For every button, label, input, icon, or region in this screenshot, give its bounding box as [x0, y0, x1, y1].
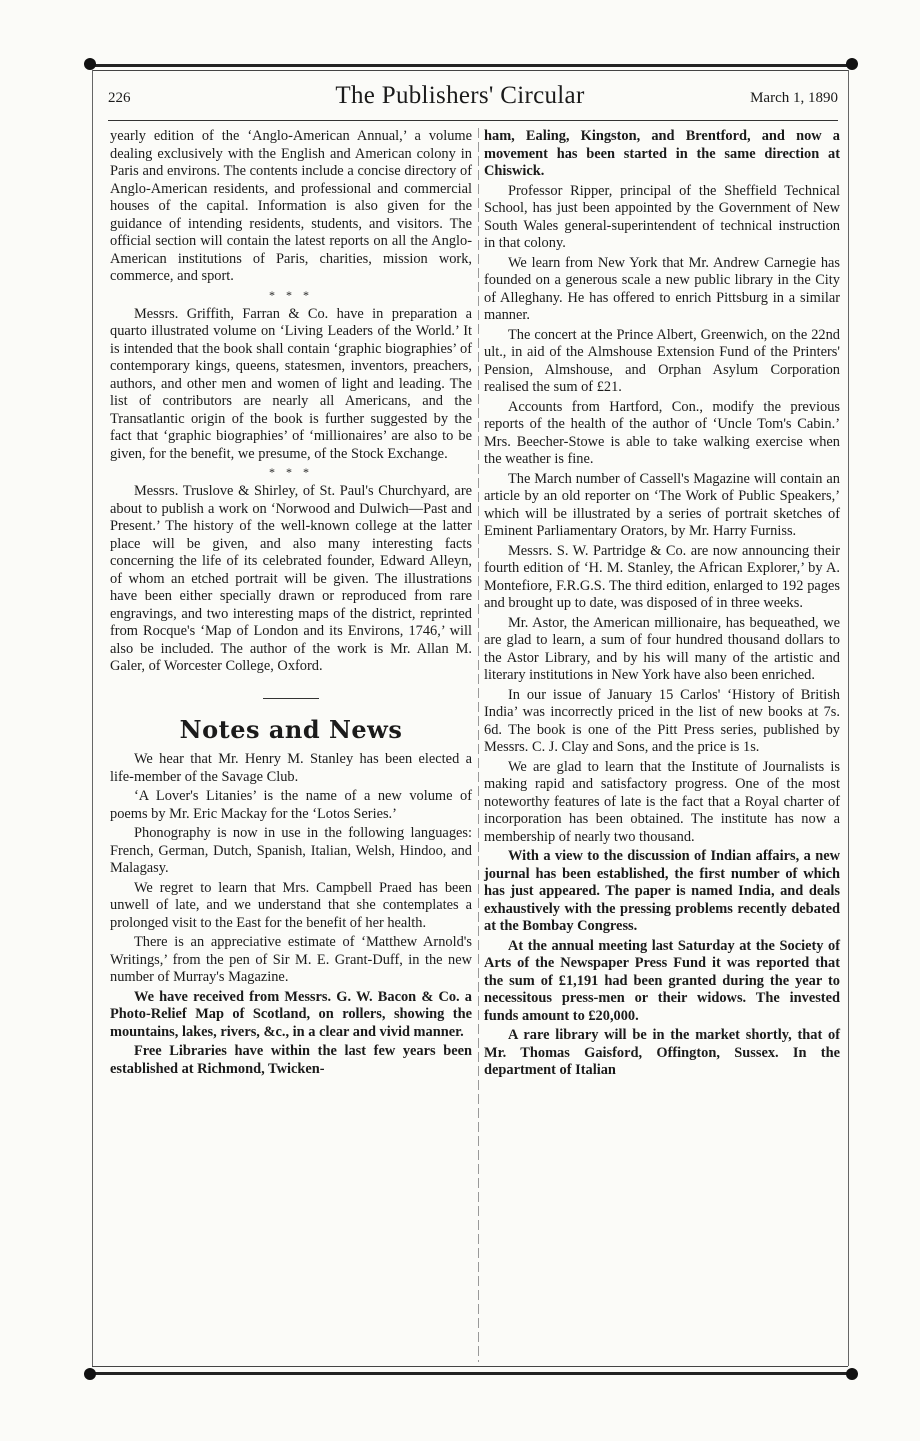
news-item-cassells-magazine: The March number of Cassell's Magazine will contain an article by an old reporter on ‘The Work of Public Speakers,’ which will be illustrated by a series of portrait sketches of Eminent Parliamentary Orators, by Mr. Harry Furniss.	[484, 470, 840, 539]
news-item-professor-ripper: Professor Ripper, principal of the Sheffield Technical School, has just been appointed by the Government of New South Wales general-superintendent of technical instruction in that colony.	[484, 182, 840, 251]
news-item-gaisford-library: A rare library will be in the market shortly, that of Mr. Thomas Gaisford, Offington, Sussex. In the department of Italian	[484, 1027, 840, 1078]
corner-dot-icon	[846, 1368, 858, 1380]
asterism: * * *	[269, 465, 313, 479]
news-item-partridge-stanley: Messrs. S. W. Partridge & Co. are now announcing their fourth edition of ‘H. M. Stanley, the African Explorer,’ by A. Montefiore, F.R.G.S. The third edition, enlarged to 192 pages and brought up to date, was disposed of in three weeks.	[484, 542, 840, 611]
news-item-matthew-arnold: There is an appreciative estimate of ‘Matthew Arnold's Writings,’ from the pen of Sir M. E. Grant-Duff, in the new number of Murray's Magazine.	[110, 934, 472, 985]
news-item-phonography: Phonography is now in use in the following languages: French, German, Dutch, Spanish, Italian, Welsh, Hindoo, and Malagasy.	[110, 825, 472, 876]
news-item-relief-map: We have received from Messrs. G. W. Bacon & Co. a Photo-Relief Map of Scotland, on rollers, showing the mountains, lakes, rivers, &c., in a clear and vivid manner.	[110, 988, 472, 1040]
column-divider	[478, 128, 479, 1362]
bottom-border-rule	[88, 1372, 852, 1375]
news-item-india-journal: With a view to the discussion of Indian affairs, a new journal has been established, the first number of which has just appeared. The paper is named India, and deals exhaustively with the pressing problems recently debated at the Bombay Congress.	[484, 848, 840, 934]
news-item-beecher-stowe: Accounts from Hartford, Con., modify the previous reports of the health of the author of ‘Uncle Tom's Cabin.’ Mrs. Beecher-Stowe is able to take walking exercise when the weather is fine.	[484, 398, 840, 467]
separator-line	[263, 698, 319, 699]
paragraph-anglo-american-annual: yearly edition of the ‘Anglo-American Annual,’ a volume dealing exclusively with the English and American colony in Paris and environs. The contents include a concise directory of Anglo-American residents, and professional and commercial houses of the capital. Information is also given for the guidance of intending residents, students, and visitors. The official section will contain the latest reports on all the Anglo-American institutions of Paris, charities, mission work, commerce, and sport.	[110, 128, 472, 284]
paragraph-norwood-dulwich: Messrs. Truslove & Shirley, of St. Paul's Churchyard, are about to publish a work on ‘Norwood and Dulwich—Past and Present.’ The history of the well-known college at the latter place will be given, and also many interesting facts concerning the life of its celebrated founder, Edward Alleyn, of whom an etched portrait will be given. The illustrations have been either specially drawn or reproduced from rare engravings, and two interesting maps of the district, reprinted from Rocque's ‘Map of London and its Environs, 1746,’ will also be included. The author of the work is Mr. Allan M. Galer, of Worcester College, Oxford.	[110, 483, 472, 674]
page-number: 226	[108, 90, 131, 106]
section-separator	[110, 690, 472, 708]
corner-dot-icon	[846, 58, 858, 70]
paragraph-living-leaders: Messrs. Griffith, Farran & Co. have in preparation a quarto illustrated volume on ‘Living Leaders of the World.’ It is intended that the book shall contain ‘graphic biographies’ of contemporary kings, queens, statesmen, inventors, preachers, authors, and other men and women of light and leading. The list of contributors are nearly all Americans, and the Transatlantic origin of the book is further suggested by the fact that ‘graphic biographies’ of ‘millionaires’ are also to be given, for the benefit, we presume, of the Stock Exchange.	[110, 305, 472, 462]
right-column	[484, 128, 840, 1080]
top-border-rule	[88, 64, 852, 67]
news-item-free-libraries: Free Libraries have within the last few years been established at Richmond, Twicken-	[110, 1043, 472, 1077]
news-item-press-fund: At the annual meeting last Saturday at the Society of Arts of the Newspaper Press Fund it was reported that the sum of £1,191 had been granted during the year to necessitous press-men or their widows. The invested funds amount to £20,000.	[484, 937, 840, 1024]
publication-title: The Publishers' Circular	[335, 82, 585, 109]
news-item-carnegie-library: We learn from New York that Mr. Andrew Carnegie has founded on a generous scale a new public library in the City of Alleghany. He has offered to enrich Pittsburg in a similar manner.	[484, 254, 840, 323]
news-item-prince-albert-concert: The concert at the Prince Albert, Greenwich, on the 22nd ult., in aid of the Almshouse Extension Fund of the Printers' Pension, Almshouse, and Orphan Asylum Corporation realised the sum of £21.	[484, 326, 840, 395]
header-rule	[108, 120, 838, 121]
corner-dot-icon	[84, 58, 96, 70]
news-item-lovers-litanies: ‘A Lover's Litanies’ is the name of a new volume of poems by Mr. Eric Mackay for the ‘Lotos Series.’	[110, 788, 472, 822]
news-item-astor-bequest: Mr. Astor, the American millionaire, has bequeathed, we are glad to learn, a sum of four hundred thousand dollars to the Astor Library, and by his will many of the artistic and literary institutions in New York have also been enriched.	[484, 614, 840, 683]
issue-date: March 1, 1890	[750, 90, 838, 106]
news-item-free-libraries-continued: ham, Ealing, Kingston, and Brentford, and now a movement has been started in the same direction at Chiswick.	[484, 128, 840, 179]
corner-dot-icon	[84, 1368, 96, 1380]
left-column	[110, 128, 472, 1078]
bottom-inner-rule	[92, 1366, 848, 1367]
left-border-rule	[92, 70, 93, 1366]
news-item-campbell-praed: We regret to learn that Mrs. Campbell Praed has been unwell of late, and we understand that she contemplates a prolonged visit to the East for the benefit of her health.	[110, 879, 472, 931]
news-item-institute-journalists: We are glad to learn that the Institute of Journalists is making rapid and satisfactory progress. One of the most noteworthy features of late is the fact that a Royal charter of incorporation has been obtained. The institute has now a membership of nearly two thousand.	[484, 758, 840, 845]
right-border-rule	[848, 70, 849, 1366]
news-item-stanley: We hear that Mr. Henry M. Stanley has been elected a life-member of the Savage Club.	[110, 751, 472, 785]
section-heading-notes-and-news: Notes and News	[179, 715, 403, 744]
asterism: * * *	[269, 287, 313, 302]
news-item-carlos-india-correction: In our issue of January 15 Carlos' ‘History of British India’ was incorrectly priced in the list of new books at 7s. 6d. The book is one of the Pitt Press series, published by Messrs. C. J. Clay and Sons, and the price is 1s.	[484, 686, 840, 755]
top-inner-rule	[92, 70, 848, 71]
